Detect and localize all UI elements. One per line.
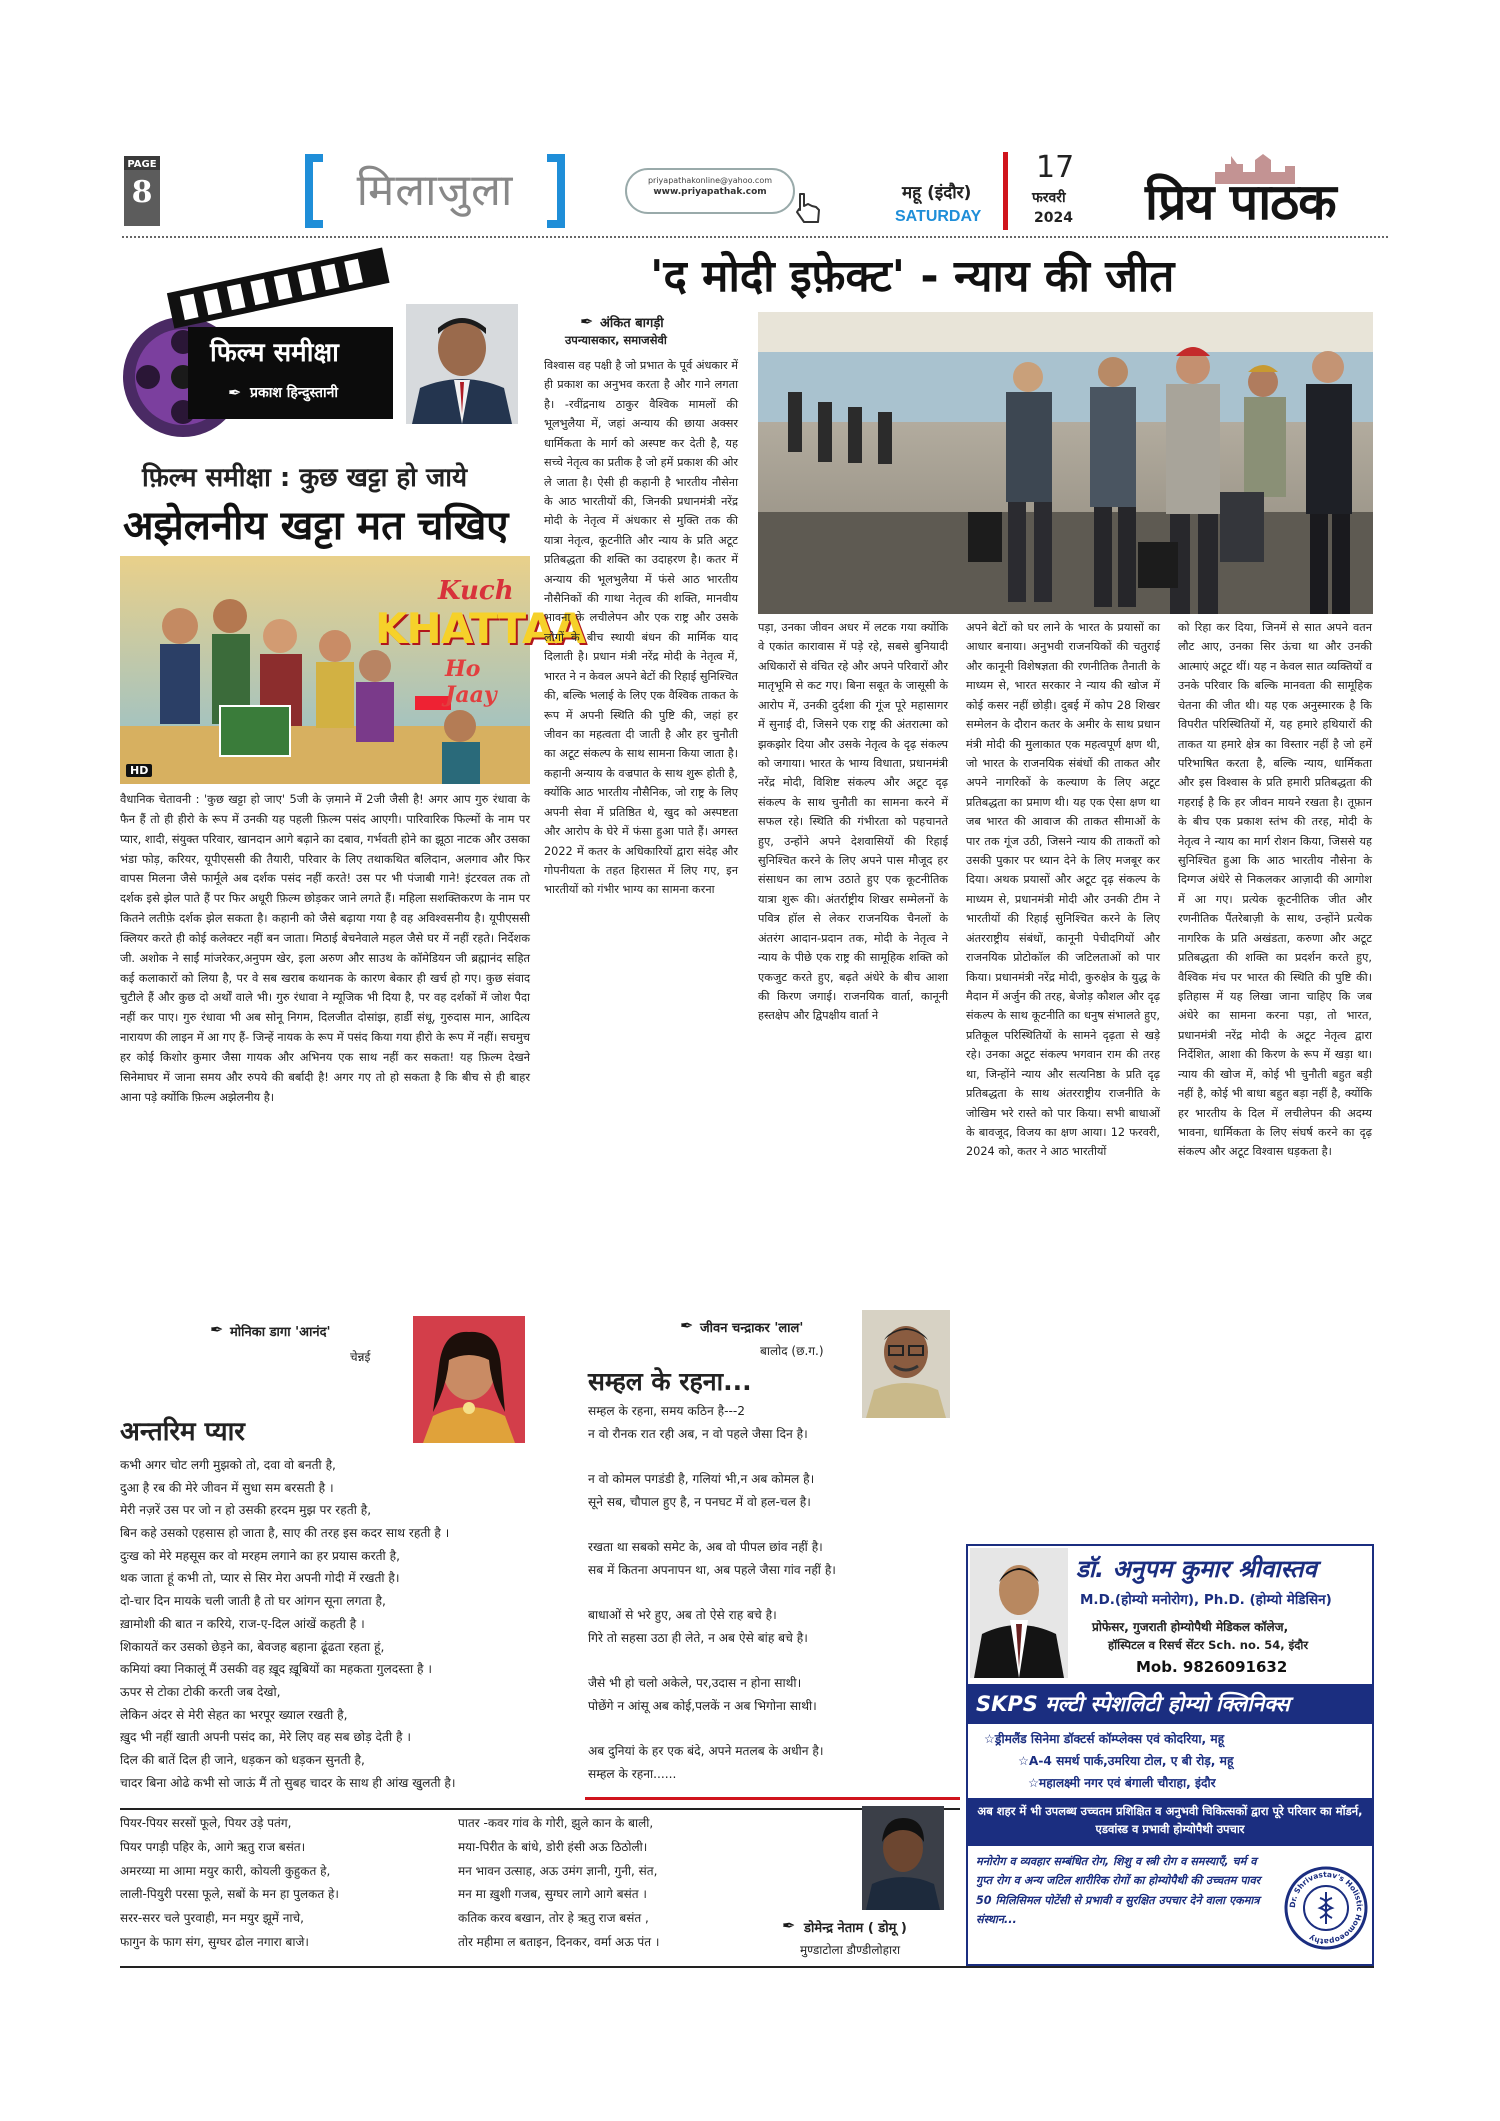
poem-line: लाली-पियुरी परसा फूले, सबों के मन हा पुलकत हे। xyxy=(120,1887,339,1902)
poem-line: रखता था सबको समेट के, अब वो पीपल छांव नहीं है। xyxy=(588,1540,823,1555)
poem-line: ख़ुद भी नहीं खाती अपनी पसंद का, मेरे लिए वह सब छोड़ देती है । xyxy=(120,1730,411,1745)
article-column-1: विश्वास वह पक्षी है जो प्रभात के पूर्व अंधकार में ही प्रकाश का अनुभव करता है और गाने लगता है। -रवींद्रनाथ ठाकुर वैश्विक मामलों की भूलभुलैया में, जहां अन्याय की छाया अक्सर धार्मिकता के मार्ग को अस्पष्ट कर देती है, यह सच्चे नेतृत्व का प्रतीक है जो हमें प्रकाश की ओर ले जाता है। ऐसी ही कहानी है भारतीय नौसेना के आठ भारतीयों की, जिनकी प्रधानमंत्री नरेंद्र मोदी के नेतृत्व में अंधकार से मुक्ति तक की यात्रा नेतृत्व, कूटनीति और न्याय के प्रति अटूट प्रतिबद्धता की शक्ति का उदाहरण है। कतर में अन्याय की भूलभुलैया में फंसे आठ भारतीय नौसैनिकों की गाथा नेतृत्व की शक्ति, मानवीय भावना के लचीलेपन और एक राष्ट्र और उसके लोगों के बीच स्थायी बंधन की मार्मिक याद दिलाती है। प्रधान मंत्री नरेंद्र मोदी के नेतृत्व में, भारत ने न केवल अपने बेटों की रिहाई सुनिश्चित की, बल्कि भलाई के लिए एक वैश्विक ताकत के रूप में अपनी स्थिति की पुष्टि की, जहां हर जीवन का महत्वता दी जाती है और हर चुनौती का अटूट संकल्प के साथ सामना किया जाता है। कहानी अन्याय के वज्रपात के साथ शुरू होती है, क्योंकि आठ भारतीय नौसैनिक, जो राष्ट्र के लिए अपनी सेवा में प्रतिष्ठित थे, खुद को अस्पष्टता और आरोप के घेरे में फंसा हुआ पाते हैं। अगस्त 2022 में कतर के अधिकारियों द्वारा संदेह और गोपनीयता के तहत हिरासत में लिए गए, इन भारतीयों को गंभीर भाग्य का सामना करना xyxy=(544,359,738,897)
poem-line: न वो कोमल पगडंडी है, गलियां भी,न अब कोमल है। xyxy=(588,1472,815,1487)
clinic-note-bar xyxy=(968,1798,1372,1846)
movie-poster xyxy=(120,556,585,784)
poem-line: तोर महीमा ल बताइन, दिनकर, वर्मा अऊ पंत । xyxy=(458,1934,660,1949)
hd-badge: HD xyxy=(126,764,152,777)
date-day: 17 xyxy=(1036,150,1075,185)
pen-icon: ✒ xyxy=(782,1916,796,1935)
folk-place: मुण्डाटोला डौण्डीलोहारा xyxy=(800,1943,901,1957)
clinic-address-3: ☆महालक्ष्मी नगर एवं बंगाली चौराहा, इंदौर xyxy=(1028,1776,1216,1790)
folk-author-photo xyxy=(862,1806,944,1910)
poem-line: ऊपर से टोका टोकी करती जब देखो, xyxy=(120,1684,281,1699)
clinic-name-bar xyxy=(968,1684,1372,1724)
poster-title-1: Kuch xyxy=(438,576,514,606)
header-divider xyxy=(122,236,1388,238)
poem-line: अमरय्या मा आमा मयुर कारी, कोयली कुहुकत हे, xyxy=(120,1863,331,1878)
page-label: PAGE xyxy=(124,156,160,170)
poem-line: पातर -कवर गांव के गोरी, झुले कान के बाली, xyxy=(458,1816,654,1830)
weekday-label: SATURDAY xyxy=(895,208,982,225)
date-year: 2024 xyxy=(1034,210,1073,226)
poem-line: पियर-पियर सरसों फूले, पियर उड़े पतंग, xyxy=(120,1816,292,1830)
article-column-3: अपने बेटों को घर लाने के भारत के प्रयासों का आधार बनाया। अनुभवी राजनयिकों की चतुराई और कानूनी विशेषज्ञता की रणनीतिक तैनाती के माध्यम से, भारत सरकार ने न्याय की खोज में कोई कसर नहीं छोड़ी। दुबई में कोप 28 शिखर सम्मेलन के दौरान कतर के अमीर के साथ प्रधान मंत्री मोदी की मुलाकात एक महत्वपूर्ण क्षण थी, जो भारत के राजनयिक संबंधों की ताकत और अपने नागरिकों के कल्याण के लिए अटूट प्रतिबद्धता का प्रमाण थी। यह एक ऐसा क्षण था जब भारत की आवाज की ताकत सीमाओं के पार तक गूंज उठी, जिसने न्याय की ताकतों को उसकी पुकार पर ध्यान देने के लिए मजबूर कर दिया। अथक प्रयासों और अटूट दृढ़ संकल्प के माध्यम से, प्रधानमंत्री मोदी और उनकी टीम ने भारतीयों की रिहाई सुनिश्चित करने के लिए अंतरराष्ट्रीय संबंधों, कानूनी पेचीदगियों और राजनयिक प्रोटोकॉल की जटिलताओं को पार किया। प्रधानमंत्री नरेंद्र मोदी, कुरुक्षेत्र के युद्ध के मैदान में अर्जुन की तरह, बेजोड़ कौशल और दृढ़ संकल्प के साथ कूटनीति का धनुष संभालते हुए, प्रतिकूल परिस्थितियों के सामने दृढ़ता से खड़े रहे। उनका अटूट संकल्प भगवान राम की तरह था, जिन्होंने न्याय और सत्यनिष्ठा के प्रति दृढ़ प्रतिबद्धता के साथ अंतरराष्ट्रीय राजनीति के जोखिम भरे रास्ते को पार किया। सभी बाधाओं के बावजूद, विजय का क्षण आया। 12 फरवरी, 2024 को, कतर ने आठ भारतीयों xyxy=(966,621,1160,1159)
antarim-author-photo xyxy=(413,1316,525,1443)
email-text: priyapathakonline@yahoo.com xyxy=(647,176,773,185)
antarim-author: मोनिका डागा 'आनंद' xyxy=(230,1325,331,1340)
poem-line: कतिक करव बखान, तोर हे ऋतु राज बसंत , xyxy=(458,1911,649,1925)
pen-icon: ✒ xyxy=(680,1316,694,1335)
poem-line xyxy=(588,1445,960,1468)
article-column-4: को रिहा कर दिया, जिनमें से सात अपने वतन लौट आए, उनका सिर ऊंचा था और उनकी आत्माएं अटूट थीं। यह न केवल सात व्यक्तियों व उनके परिवार कि बल्कि मानवता की सामूहिक चेतना की जीत थी। यह एक अनुस्मारक है कि विपरीत परिस्थितियों में, यह हमारे हथियारों की ताकत या हमारे क्षेत्र का विस्तार नहीं है जो हमें परिभाषित करता है, बल्कि न्याय, धार्मिकता और इस विश्वास के प्रति हमारी प्रतिबद्धता की गहराई है कि हर जीवन मायने रखता है। तूफ़ान के बीच एक प्रकाश स्तंभ की तरह, मोदी के नेतृत्व ने न्याय का मार्ग रोशन किया, जिससे यह सुनिश्चित हुआ कि आठ भारतीय नौसेना के दिग्गज अंधेरे से निकलकर आज़ादी की आगोश में आ गए। प्रत्येक कूटनीतिक जीत और रणनीतिक पैंतरेबाज़ी के साथ, उन्होंने प्रत्येक नागरिक के प्रति अखंडता, करुणा और अटूट प्रतिबद्धता की शक्ति का प्रदर्शन करते हुए, वैश्विक मंच पर भारत की स्थिति की पुष्टि की। इतिहास में यह लिखा जाना चाहिए कि जब अंधेरे का सामना करना पड़ा, तो भारत, प्रधानमंत्री नरेंद्र मोदी के अटूट नेतृत्व द्वारा निर्देशित, आशा की किरण के रूप में खड़ा था। न्याय की खोज में, कोई भी चुनौती बहुत बड़ी नहीं है, कोई भी बाधा बहुत बड़ा नहीं है, क्योंकि हर भारतीय के दिल में लचीलेपन की अदम्य भावना, धार्मिकता के लिए संघर्ष करने का दृढ़ संकल्प और अटूट विश्वास धड़कता है। xyxy=(1178,621,1372,1159)
antarim-poem xyxy=(120,1454,560,1794)
film-banner xyxy=(118,252,528,442)
samhal-place: बालोद (छ.ग.) xyxy=(760,1344,824,1358)
poem-line xyxy=(588,1513,960,1536)
poem-line: फागुन के फाग संग, सुग्घर ढोल नगारा बाजे। xyxy=(120,1934,309,1949)
clinic-name: SKPS मल्टी स्पेशलिटी होम्यो क्लिनिक्स xyxy=(976,1692,1290,1716)
poem-line: सूने सब, चौपाल हुए है, न पनघट में वो हल-चल है। xyxy=(588,1494,811,1509)
clinic-address-2: ☆A-4 समर्थ पार्क,उमरिया टोल, ए बी रोड़, महू xyxy=(1018,1754,1234,1768)
poem-line xyxy=(588,1650,960,1673)
website-link[interactable]: www.priyapathak.com xyxy=(653,187,767,197)
hand-cursor-icon xyxy=(790,190,826,230)
folk-poem-col1 xyxy=(120,1812,450,1955)
poem-line: गिरे तो सहसा उठा ही लेते, न अब ऐसे बांह बचे है। xyxy=(588,1630,808,1645)
poem-line: शिकायतें कर उसको छेड़ने का, बेवजह बहाना ढूंढता रहता हूं, xyxy=(120,1639,385,1654)
folk-divider xyxy=(120,1808,960,1810)
website-box xyxy=(625,168,795,214)
pen-icon: ✒ xyxy=(580,312,594,331)
article-photo xyxy=(758,312,1373,614)
poem-line: पोछेंगे न आंसू अब कोई,पलकें न अब भिगोना साथी। xyxy=(588,1698,817,1713)
poem-line: मया-पिरीत के बांधे, डोरी हंसी अऊ ठिठोली। xyxy=(458,1839,648,1854)
poem-line: दिल की बातें दिल ही जाने, धड़कन को धड़कन सुनती है, xyxy=(120,1752,365,1767)
poem-line: न वो रौनक रात रही अब, न वो पहले जैसा दिन है। xyxy=(588,1426,808,1441)
samhal-author: जीवन चन्द्राकर 'लाल' xyxy=(700,1321,804,1336)
reviewer-photo xyxy=(406,304,518,424)
section-title: मिलाजुला xyxy=(356,165,514,216)
folk-author: डोमेन्द्र नेताम ( डोमू ) xyxy=(804,1921,907,1936)
clinic-footer: मनोरोग व व्यवहार सम्बंधित रोग, शिशु व स्त्री रोग व समस्याएँ, चर्म व गुप्त रोग व अन्य जटिल शारीरिक रोगों का होम्योपैथी की उच्चतम पावर 50 मिलिसिमल पोटेंसी से प्रभावी व सुरक्षित उपचार देने वाला एकमात्र संस्थान... xyxy=(976,1855,1261,1926)
pen-icon: ✒ xyxy=(228,383,242,402)
poem-line: मन भावन उत्साह, अऊ उमंग ज्ञानी, गुनी, संत, xyxy=(458,1863,658,1878)
film-strip-icon xyxy=(158,252,398,326)
poem-line: कभी अगर चोट लगी मुझको तो, दवा वो बनती है, xyxy=(120,1458,336,1472)
poem-line: चादर बिना ओढे कभी सो जाऊं मैं तो सुबह चादर के साथ ही आंख खुलती है। xyxy=(120,1775,456,1790)
film-review-text: वैधानिक चेतावनी : 'कुछ खट्टा हो जाए' 5जी के ज़माने में 2जी जैसी है! अगर आप गुरु रंधावा के फैन हैं तो ही हीरो के रूप में उनकी यह पहली फ़िल्म पसंद आएगी। पारिवारिक फिल्मों के नाम पर प्यार, शादी, संयुक्त परिवार, खानदान आगे बढ़ाने का दबाव, गर्भवती होने का झूठा नाटक और उसका भंडा फोड़, करियर, यूपीएससी की तैयारी, परिवार के लिए तथाकथित बलिदान, अलगाव और फिर वापस मिलना जैसे फार्मूले अब दर्शक पसंद नहीं करते! उस पर भी पंजाबी गाने! इंटरवल तक तो दर्शक इसे झेल पाते हैं पर फिर अधूरी फ़िल्म छोड़कर जाने लगते हैं। महिला सशक्तिकरण के नाम पर कितने लतीफ़े दर्शक झेल सकता है। कहानी को जैसे बढ़ाया गया है वह अविश्वसनीय है। यूपीएससी क्लियर करते ही कोई कलेक्टर नहीं बन जाता। मिठाई बेचनेवाले महल जैसे घर में नहीं रहते। निर्देशक जी. अशोक ने साईं मांजरेकर,अनुपम खेर, इला अरुण और साउथ के कॉमेडियन जी ब्रह्मानंद सहित कई कलाकारों को लिया है, पर वे सब खराब कथानक के कारण बेकार ही खर्च हो गए। कुछ संवाद चुटीले हैं और कुछ दो अर्थों वाले भी। गुरु रंधावा ने म्यूजिक भी दिया है, पर वह दर्शकों में जोश पैदा नहीं कर पाए। गुरु रंधावा भी अब सोनू निगम, दिलजीत दोसांझ, हार्डी संधू, गुरुदास मान, आदित्य नारायण की लाइन में आ गए हैं- जिन्हें नायक के रूप में पसंद किया गया हीरो के रूप में नहीं। सचमुच हर कोई किशोर कुमार जैसा गायक और अभिनय एक साथ नहीं कर सकता! यह फ़िल्म देखने सिनेमाघर में जाना समय और रुपये की बर्बादी है! अगर गए तो हो सकता है कि बीच से ही बाहर आना पड़े क्योंकि फ़िल्म अझेलनीय है। xyxy=(120,792,530,1104)
doctor-photo xyxy=(970,1548,1068,1678)
clinic-seal xyxy=(1284,1866,1368,1950)
clinic-note: अब शहर में भी उपलब्ध उच्चतम प्रशिक्षित व अनुभवी चिकित्सकों द्वारा पूरे परिवार का मॉडर्न, एडवांस्ड व प्रभावी होम्योपैथी उपचार xyxy=(977,1804,1363,1836)
poem-line: अब दुनियां के हर एक बंदे, अपने मतलब के अधीन है। xyxy=(588,1744,824,1759)
page-number-box xyxy=(124,156,160,226)
poem-line: सरर-सरर चले पुरवाही, मन मयुर झूमें नाचे, xyxy=(120,1911,304,1925)
antarim-place: चेन्नई xyxy=(350,1350,371,1364)
doctor-hospital: हॉस्पिटल व रिसर्च सेंटर Sch. no. 54, इंदौर xyxy=(1108,1638,1309,1652)
seal-text: Dr. Shrivastav's Holistic Homoeopathy xyxy=(1287,1869,1365,1947)
poem-line: सब में कितना अपनापन था, अब पहले जैसा गांव नहीं है। xyxy=(588,1562,836,1577)
doctor-name: डॉ. अनुपम कुमार श्रीवास्तव xyxy=(1076,1555,1317,1583)
city-label: महू (इंदौर) xyxy=(902,183,972,203)
masthead xyxy=(0,0,1500,240)
section-title-box xyxy=(305,154,565,228)
poem-line: ख़ामोशी की बात न करिये, राज-ए-दिल आंखें कहती है । xyxy=(120,1616,365,1631)
clinic-address-1: ☆ड्रीमलैंड सिनेमा डॉक्टर्स कॉम्प्लेक्स एवं कोदरिया, महू xyxy=(984,1732,1225,1746)
film-subtitle: फ़िल्म समीक्षा : कुछ खट्टा हो जाये xyxy=(142,463,468,493)
paper-logo xyxy=(1145,150,1385,230)
date-month: फरवरी xyxy=(1032,190,1066,206)
samhal-title: सम्हल के रहना... xyxy=(588,1367,752,1396)
film-banner-bar xyxy=(188,327,393,419)
red-divider xyxy=(585,1797,960,1800)
folk-poem-col2 xyxy=(458,1812,858,1955)
poem-line: बाधाओं से भरे हुए, अब तो ऐसे राह बचे है। xyxy=(588,1608,777,1623)
poem-line: मेरी नज़रें उस पर जो न हो उसकी हरदम मुझ पर रहती है, xyxy=(120,1503,372,1518)
banner-author: प्रकाश हिन्दुस्तानी xyxy=(250,385,339,401)
banner-title: फिल्म समीक्षा xyxy=(210,338,339,368)
poem-line: सम्हल के रहना, समय कठिन है---2 xyxy=(588,1404,746,1418)
poem-line: पियर पगड़ी पहिर के, आगे ऋतु राज बसंत। xyxy=(120,1839,306,1854)
main-author: अंकित बागड़ी xyxy=(600,316,664,331)
poem-line: मन मा ख़ुशी गजब, सुग्घर लागे आगे बसंत । xyxy=(458,1887,647,1902)
pen-icon: ✒ xyxy=(210,1320,224,1339)
doctor-designation: प्रोफेसर, गुजराती होम्योपैथी मेडिकल कॉलेज, xyxy=(1092,1620,1289,1634)
poem-line: जैसे भी हो चलो अकेले, पर,उदास न होना साथी। xyxy=(588,1676,802,1691)
paper-name: प्रिय पाठक xyxy=(1145,173,1336,231)
bottom-rule xyxy=(120,1966,1374,1968)
poem-line: दुःख को मेरे महसूस कर वो मरहम लगाने का हर प्रयास करती है, xyxy=(120,1548,400,1563)
poem-line: दो-चार दिन मायके चली जाती है तो घर आंगन सूना लगता है, xyxy=(120,1594,386,1609)
poster-title-3: Ho Jaay xyxy=(445,656,497,708)
poem-line xyxy=(588,1718,960,1741)
doctor-mobile[interactable]: Mob. 9826091632 xyxy=(1136,1658,1288,1676)
poem-line: दुआ है रब की मेरे जीवन में सुधा सम बरसती है । xyxy=(120,1480,334,1495)
poem-line: थक जाता हूं कभी तो, प्यार से सिर मेरा अपनी गोदी में रखती है। xyxy=(120,1571,400,1586)
clinic-advert xyxy=(966,1544,1374,1966)
poem-line: सम्हल के रहना...... xyxy=(588,1767,677,1781)
date-divider xyxy=(1003,152,1008,230)
doctor-degrees: M.D.(होम्यो मनोरोग), Ph.D. (होम्यो मेडिसिन) xyxy=(1080,1592,1332,1608)
antarim-title: अन्तरिम प्यार xyxy=(120,1417,245,1447)
main-headline: 'द मोदी इफ़ेक्ट' - न्याय की जीत xyxy=(650,251,1175,302)
main-author-role: उपन्यासकार, समाजसेवी xyxy=(565,333,667,347)
poem-line xyxy=(588,1582,960,1605)
poem-line: लेकिन अंदर से मेरी सेहत का भरपूर ख्याल रखती है, xyxy=(120,1707,348,1722)
poem-line: कमियां क्या निकालूं मैं उसकी वह ख़ूद ख़ूबियों का महकता गुलदस्ता है । xyxy=(120,1662,432,1677)
film-headline: अझेलनीय खट्टा मत चखिए xyxy=(123,503,509,549)
poem-line: बिन कहे उसको एहसास हो जाता है, साए की तरह इस कदर साथ रहती है । xyxy=(120,1526,450,1541)
poster-title-2: KHATTAA xyxy=(375,604,585,653)
samhal-poem xyxy=(588,1400,960,1786)
page-number: 8 xyxy=(131,175,153,210)
article-column-2: पड़ा, उनका जीवन अधर में लटक गया क्योंकि वे एकांत कारावास में पड़े रहे, सबसे बुनियादी अधिकारों से वंचित रहे और अपने परिवारों और मातृभूमि से कट गए। बिना सबूत के जासूसी के आरोप में, उनकी दुर्दशा की गूंज पूरे महासागर में सुनाई दी, जिसने एक राष्ट्र की अंतरात्मा को झकझोर दिया और उसके नेतृत्व के दृढ़ संकल्प को जगाया। भारत के भाग्य विधाता, प्रधानमंत्री नरेंद्र मोदी, विशिष्ट संकल्प और अटूट दृढ़ संकल्प के साथ चुनौती का सामना करने में सफल रहे। स्थिति की गंभीरता को पहचानते हुए, उन्होंने अपने देशवासियों की रिहाई सुनिश्चित करने के लिए अपने पास मौजूद हर संसाधन का लाभ उठाते हुए एक कूटनीतिक यात्रा शुरू की। अंतर्राष्ट्रीय शिखर सम्मेलनों के पवित्र हॉल से लेकर राजनयिक चैनलों के अंतरंग आदान-प्रदान तक, मोदी के नेतृत्व ने न्याय के पीछे एक राष्ट्र की सामूहिक शक्ति को एकजुट करते हुए, बढ़ते अंधेरे के बीच आशा की किरण जगाई। राजनयिक वार्ता, कानूनी हस्तक्षेप और द्विपक्षीय वार्ता ने xyxy=(758,621,948,1023)
